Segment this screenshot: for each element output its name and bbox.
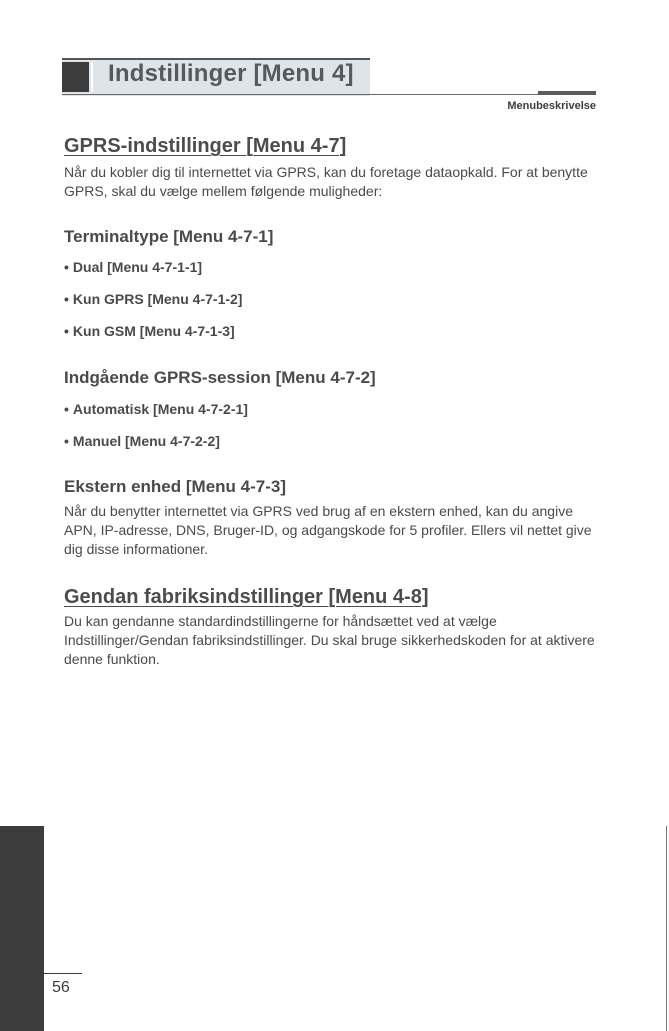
header-separator	[91, 62, 93, 92]
list-item	[64, 433, 220, 449]
factory-body: Du kan gendanne standardindstillingerne for håndsættet ved at vælge Indstillinger/Gendan fabriksindstillinger. Du skal bruge sikkerhedskoden for at aktivere denne funktion.	[64, 613, 595, 667]
list-item	[64, 259, 202, 275]
bullet-icon: •	[64, 433, 69, 449]
page-rule	[44, 973, 82, 974]
list-item-label: Manuel [Menu 4-7-2-2]	[72, 433, 220, 449]
header-square-icon	[62, 62, 89, 92]
bullet-icon: •	[64, 291, 69, 307]
external-body: Når du benytter internettet via GPRS ved brug af en ekstern enhed, kan du angive APN, IP-adresse, DNS, Bruger-ID, og adgangskode for 5 profiler. Ellers vil nettet give dig disse informationer.	[64, 503, 592, 557]
list-item	[64, 401, 248, 417]
side-tab	[0, 826, 44, 1031]
external-heading: Ekstern enhed [Menu 4-7-3]	[64, 477, 286, 496]
terminal-heading: Terminaltype [Menu 4-7-1]	[64, 227, 274, 246]
header-rule	[62, 94, 596, 95]
page-edge	[666, 826, 667, 1031]
bullet-icon: •	[64, 259, 69, 275]
factory-heading: Gendan fabriksindstillinger [Menu 4-8]	[64, 586, 429, 608]
page-title: Indstillinger [Menu 4]	[108, 60, 354, 87]
bullet-icon: •	[64, 401, 69, 417]
gprs-intro: Når du kobler dig til internettet via GPRS, kan du foretage dataopkald. For at benytte GPRS, skal du vælge mellem følgende muligheder:	[64, 164, 588, 199]
list-item	[64, 323, 235, 339]
gprs-heading: GPRS-indstillinger [Menu 4-7]	[64, 135, 347, 157]
list-item-label: Automatisk [Menu 4-7-2-1]	[72, 401, 248, 417]
page-number: 56	[52, 979, 70, 996]
list-item-label: Kun GSM [Menu 4-7-1-3]	[72, 323, 235, 339]
bullet-icon: •	[64, 323, 69, 339]
incoming-heading: Indgående GPRS-session [Menu 4-7-2]	[64, 368, 376, 387]
list-item-label: Kun GPRS [Menu 4-7-1-2]	[72, 291, 243, 307]
section-label: Menubeskrivelse	[507, 100, 596, 112]
list-item-label: Dual [Menu 4-7-1-1]	[72, 259, 203, 275]
list-item	[64, 291, 242, 307]
header-rule-tab	[538, 91, 596, 95]
